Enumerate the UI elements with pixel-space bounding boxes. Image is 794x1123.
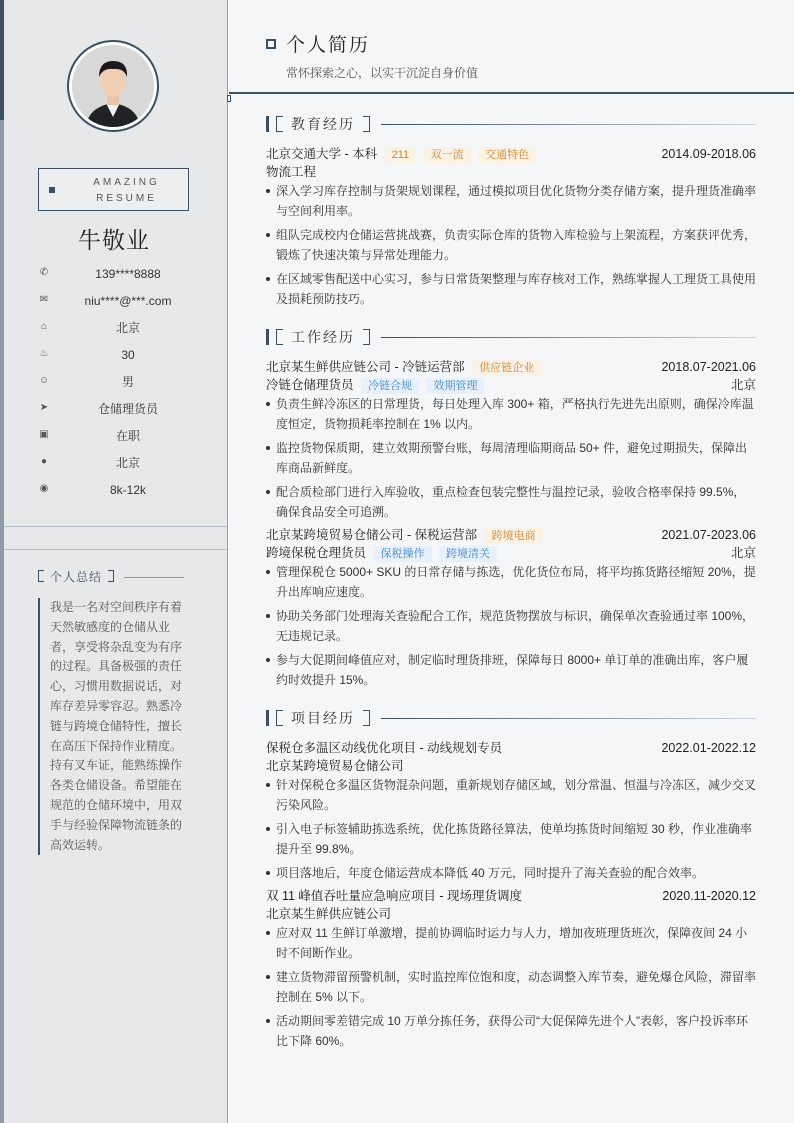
badge-square-icon bbox=[49, 187, 55, 193]
role-tag: 保税操作 bbox=[374, 546, 432, 562]
info-value: 8k-12k bbox=[109, 483, 147, 497]
page-subtitle: 常怀探索之心，以实干沉淀自身价值 bbox=[286, 66, 479, 80]
badge-line-1: AMAZING bbox=[93, 177, 160, 188]
list-item: 配合质检部门进行入库验收，重点检查包装完整性与温控记录，验收合格率保持 99.5%，确保食品安全可追溯。 bbox=[266, 482, 756, 522]
section-heading-text: 项目经历 bbox=[291, 710, 355, 726]
bracket-right-icon bbox=[108, 570, 114, 582]
info-value: 在职 bbox=[115, 429, 140, 443]
sidebar-divider bbox=[4, 549, 227, 550]
list-item: 负责生鲜冷冻区的日常理货，每日处理入库 300+ 箱，严格执行先进先出原则，确保冷库温度恒定，货物损耗率控制在 1% 以内。 bbox=[266, 394, 756, 434]
face-icon: ☺ bbox=[38, 375, 50, 386]
title-square-icon bbox=[266, 39, 276, 49]
job-header bbox=[266, 358, 756, 376]
info-location bbox=[38, 454, 208, 472]
project-name: 保税仓多温区动线优化项目 - 动线规划专员 bbox=[266, 741, 503, 755]
bracket-left-icon bbox=[276, 116, 283, 132]
info-position bbox=[38, 400, 208, 418]
list-item: 深入学习库存控制与货架规划课程，通过模拟项目优化货物分类存储方案，提升理货准确率与空间利用率。 bbox=[266, 181, 756, 221]
summary-title bbox=[38, 568, 114, 586]
sidebar-divider bbox=[4, 526, 227, 527]
section-line bbox=[381, 124, 756, 125]
phone-icon: ✆ bbox=[39, 267, 49, 278]
main-content bbox=[229, 0, 794, 1123]
role-tag: 冷链合规 bbox=[361, 378, 419, 394]
bracket-left-icon bbox=[276, 329, 283, 345]
page-title-text: 个人简历 bbox=[286, 35, 371, 56]
section-work-title bbox=[266, 328, 756, 348]
person-name: 牛敬业 bbox=[78, 227, 150, 253]
info-value: 仓储理货员 bbox=[97, 402, 158, 416]
list-item: 活动期间零差错完成 10 万单分拣任务，获得公司“大促保障先进个人”表彰，客户投诉率环比下降 60%。 bbox=[266, 1011, 756, 1051]
list-item: 管理保税仓 5000+ SKU 的日常存储与拣选，优化货位布局，将平均拣货路径缩短 20%，提升出库响应速度。 bbox=[266, 562, 756, 602]
project-org: 北京某跨境贸易仓储公司 bbox=[266, 759, 404, 773]
mail-icon: ✉ bbox=[39, 294, 49, 305]
list-item: 在区域零售配送中心实习，参与日常货架整理与库存核对工作，熟练掌握人工理货工具使用及损耗预防技巧。 bbox=[266, 269, 756, 309]
job-location: 北京 bbox=[730, 378, 756, 392]
section-heading bbox=[276, 115, 370, 133]
job-role bbox=[266, 544, 756, 562]
role-tag: 效期管理 bbox=[426, 378, 484, 394]
info-value: 北京 bbox=[115, 321, 140, 335]
list-item: 建立货物滞留预警机制，实时监控库位饱和度，动态调整入库节奏，避免爆仓风险，滞留率控制在 5% 以下。 bbox=[266, 967, 756, 1007]
info-salary bbox=[38, 481, 208, 499]
section-heading-text: 工作经历 bbox=[291, 329, 355, 345]
summary-text: 我是一名对空间秩序有着天然敏感度的仓储从业者，享受将杂乱变为有序的过程。具备极强的责任心，习惯用数据说话，对库存差异零容忍。熟悉冷链与跨境仓储特性，擅长在高压下保持作业精度。持有叉车证，能熟练操作各类仓储设备。希望能在规范的仓储环境中，用双手与经验保障物流链条的高效运转。 bbox=[38, 598, 186, 855]
info-value: 139****8888 bbox=[95, 267, 161, 281]
section-heading bbox=[276, 709, 370, 727]
sidebar-edge bbox=[0, 0, 4, 1123]
company-name: 北京某跨境贸易仓储公司 - 保税运营部 bbox=[266, 528, 478, 542]
info-email bbox=[38, 292, 208, 310]
school-tag: 双一流 bbox=[424, 147, 471, 163]
school-tag: 交通特色 bbox=[478, 147, 536, 163]
project-date: 2022.01-2022.12 bbox=[661, 741, 756, 755]
project-org: 北京某生鲜供应链公司 bbox=[266, 907, 392, 921]
job-location: 北京 bbox=[730, 546, 756, 560]
company-tag: 跨境电商 bbox=[485, 528, 543, 544]
badge-line-2: RESUME bbox=[96, 193, 157, 204]
bracket-right-icon bbox=[363, 329, 370, 345]
project-name: 双 11 峰值吞吐量应急响应项目 - 现场理货调度 bbox=[266, 889, 523, 903]
badge-text bbox=[69, 175, 184, 207]
section-heading-text: 教育经历 bbox=[291, 116, 355, 132]
school-name: 北京交通大学 - 本科 bbox=[266, 147, 378, 161]
header-divider bbox=[229, 92, 794, 94]
project-header bbox=[266, 887, 756, 905]
bracket-left-icon bbox=[276, 710, 283, 726]
location-icon: ● bbox=[40, 456, 48, 467]
sidebar bbox=[0, 0, 228, 1123]
bracket-right-icon bbox=[363, 116, 370, 132]
summary-title-line bbox=[124, 577, 184, 578]
send-icon: ➤ bbox=[39, 402, 49, 413]
avatar bbox=[72, 45, 154, 127]
home-icon: ⌂ bbox=[40, 321, 48, 332]
education-date: 2014.09-2018.06 bbox=[661, 147, 756, 161]
role-tag: 跨境清关 bbox=[439, 546, 497, 562]
summary-title-text: 个人总结 bbox=[50, 570, 103, 584]
avatar-portrait-icon bbox=[72, 45, 154, 127]
briefcase-icon: ▣ bbox=[39, 429, 49, 440]
info-value: 北京 bbox=[115, 456, 140, 470]
info-phone bbox=[38, 265, 208, 283]
info-value: 30 bbox=[121, 348, 135, 362]
section-line bbox=[381, 718, 756, 719]
info-value: 男 bbox=[121, 375, 134, 389]
education-header bbox=[266, 145, 756, 163]
section-heading bbox=[276, 328, 370, 346]
section-projects-title bbox=[266, 709, 756, 729]
section-bar-icon bbox=[266, 329, 269, 345]
school-tag: 211 bbox=[385, 147, 417, 163]
page-title bbox=[266, 30, 370, 56]
info-gender bbox=[38, 373, 208, 391]
bracket-right-icon bbox=[363, 710, 370, 726]
role-name: 跨境保税仓理货员 bbox=[266, 546, 367, 560]
section-bar-icon bbox=[266, 710, 269, 726]
list-item: 组队完成校内仓储运营挑战赛，负责实际仓库的货物入库检验与上架流程，方案获评优秀，锻炼了快速决策与异常处理能力。 bbox=[266, 225, 756, 265]
role-name: 冷链仓储理货员 bbox=[266, 378, 354, 392]
company-name: 北京某生鲜供应链公司 - 冷链运营部 bbox=[266, 360, 465, 374]
project-date: 2020.11-2020.12 bbox=[662, 889, 756, 903]
job-header bbox=[266, 526, 756, 544]
resume-badge bbox=[38, 168, 189, 211]
job-date: 2021.07-2023.06 bbox=[661, 528, 756, 542]
header-marker bbox=[227, 95, 231, 102]
job-date: 2018.07-2021.06 bbox=[661, 360, 756, 374]
section-education-title bbox=[266, 115, 756, 135]
info-age bbox=[38, 346, 208, 364]
list-item: 协助关务部门处理海关查验配合工作，规范货物摆放与标识，确保单次查验通过率 100%，无违规记录。 bbox=[266, 606, 756, 646]
info-status bbox=[38, 427, 208, 445]
info-residence bbox=[38, 319, 208, 337]
project-header bbox=[266, 739, 756, 757]
education-major: 物流工程 bbox=[266, 165, 317, 179]
list-item: 针对保税仓多温区货物混杂问题，重新规划存储区域，划分常温、恒温与冷冻区，减少交叉污染风险。 bbox=[266, 775, 756, 815]
money-icon: ◉ bbox=[39, 483, 49, 494]
list-item: 监控货物保质期，建立效期预警台账，每周清理临期商品 50+ 件，避免过期损失，保障出库商品新鲜度。 bbox=[266, 438, 756, 478]
job-role bbox=[266, 376, 756, 394]
section-bar-icon bbox=[266, 116, 269, 132]
list-item: 参与大促期间峰值应对，制定临时理货排班，保障每日 8000+ 单订单的准确出库，客户履约时效提升 15%。 bbox=[266, 650, 756, 690]
cake-icon: ♨ bbox=[39, 348, 49, 359]
avatar-frame bbox=[67, 40, 159, 132]
sidebar-edge-accent bbox=[0, 0, 4, 120]
list-item: 引入电子标签辅助拣选系统，优化拣货路径算法，使单均拣货时间缩短 30 秒，作业准确率提升至 99.8%。 bbox=[266, 819, 756, 859]
bracket-left-icon bbox=[38, 570, 44, 582]
section-line bbox=[381, 337, 756, 338]
info-value: niu****@***.com bbox=[84, 294, 172, 308]
company-tag: 供应链企业 bbox=[472, 360, 541, 376]
list-item: 应对双 11 生鲜订单激增，提前协调临时运力与人力，增加夜班理货班次，保障夜间 24 小时不间断作业。 bbox=[266, 923, 756, 963]
list-item: 项目落地后，年度仓储运营成本降低 40 万元，同时提升了海关查验的配合效率。 bbox=[266, 863, 756, 883]
